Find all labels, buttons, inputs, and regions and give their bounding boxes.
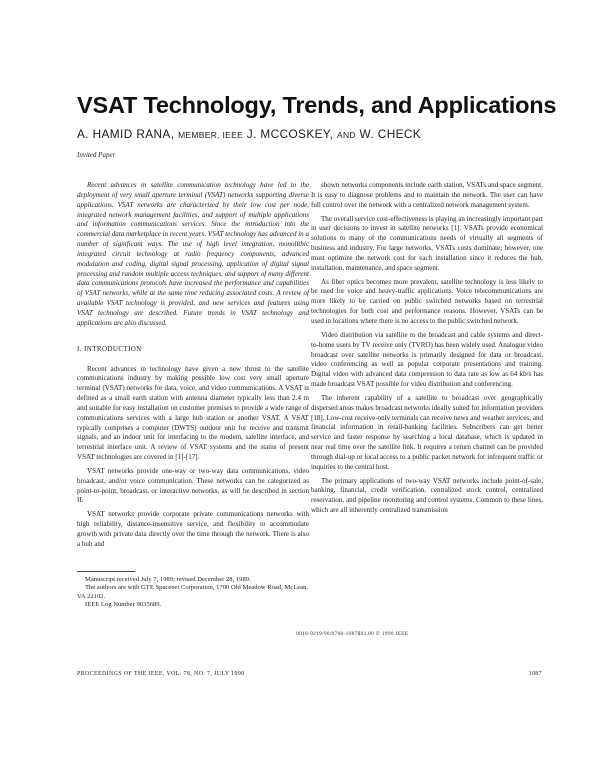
author-3: W. CHECK	[359, 127, 422, 141]
footnote-line: The authors are with GTE Spacenet Corporation, 1700 Old Meadow Road, McLean, VA 22102.	[77, 584, 309, 600]
page-footer	[77, 671, 542, 677]
left-column	[77, 181, 309, 550]
author-line	[77, 127, 557, 141]
invited-paper-label: Invited Paper	[77, 151, 116, 159]
author-1: A. HAMID RANA,	[77, 127, 175, 141]
body-paragraph: The inherent capability of a satellite to broadcast over geographically dispersed areas makes broadcast networks ideally suited for information providers [18]. Low-cost receive-only terminals can receive news and weather services, and financial information in retail-banking facilities. Subscribers can get better service and faster response by searching a local database, which is updated in near real time over the satellite link. It requires a return channel can be provided through dial-up or local access to a public packet network for infrequent traffic or inquiries to the central host.	[311, 393, 543, 471]
body-paragraph: The primary applications of two-way VSAT networks include point-of-sale, banking, financial, credit verification, centralized stock control, centralized reservation, and pipeline monitoring and control systems. Common to these lines, which are all inherently centralized transmission	[311, 476, 543, 515]
body-paragraph: Video distribution via satellite to the broadcast and cable systems and direct-to-home users by TV receive only (TVRO) has been widely used. Analogue video broadcast over satellite networks is primarily designed for data or broadcast, video conferencing as well as popular corporate presentations and training. Digital video with advanced data compression to data rate as low as 64 kb/s has made broadcast VSAT possible for video distribution and conferencing.	[311, 330, 543, 389]
journal-citation: PROCEEDINGS OF THE IEEE, VOL. 78, NO. 7, JULY 1990	[77, 671, 245, 677]
abstract: Recent advances in satellite communication technology have led to the deployment of very small aperture terminal (VSAT) networks supporting diverse applications. VSAT networks are characterized by their low cost per node, integrated network management facilities, and support of multiple applications and information communications services. Since the introduction into the commercial data marketplace in recent years, VSAT technology has advanced in a number of significant ways. The use of high level integration, monolithic integrated circuit technology at radio frequency components, advanced modulation and coding, digital signal processing, application of digital signal processing and random multiple access techniques, and support of many different data communications protocols have increased the performance and capabilities of VSAT networks, while at the same time reducing associated costs. A review of available VSAT technology is provided, and new services and features using VSAT technology are described. Future trends in VSAT technology and applications are also discussed.	[77, 181, 309, 327]
page-number: 1087	[528, 671, 542, 677]
body-paragraph: The overall service cost-effectiveness is playing an increasingly important part in user decisions to invest in satellite networks [1]. VSATs provide economical solutions to many of the communications needs of virtually all segments of business and industry. For large networks, VSATs costs dominate; however, one must optimize the network cost for each installation since it reduces the hub, installation, maintenance, and space segment.	[311, 214, 543, 272]
body-paragraph: VSAT networks provide corporate private communications networks with high reliability, distance-insensitive service, and flexibility to accommodate growth with private data directly over the time through the network. There is also a hub and	[77, 510, 309, 548]
section-heading: I. INTRODUCTION	[77, 344, 142, 353]
body-paragraph: shown networks components include earth station, VSATs and space segment. It is easy to diagnose problems and to maintain the network. The user can have full control over the network with a centralized network management system.	[311, 181, 543, 209]
body-paragraph: As fiber optics becomes more prevalent, satellite technology is less likely to be used for voice and heavy-traffic applications. Voice telecommunications are more likely to be carried on public switched networks based on terrestrial technologies for both cost and performance reasons. However, VSATs can be used in locations where there is no access to the public switched network.	[311, 277, 543, 325]
body-paragraph: Recent advances in technology have given a new thrust to the satellite communications industry by making possible low cost very small aperture terminal (VSAT) networks for data, voice, and video communications. A VSAT is defined as a small earth station with antenna diameter typically less than 2.4 m and suitable for easy installation on customer premises to provide a wide range of communications services with a large hub station or another VSAT. A VSAT typically comprises a computer (DWTS) outdoor unit for receive and transmit signals, and an indoor unit for interfacing to the modem, satellite interface, and terrestrial interface unit. A review of VSAT systems and the status of present VSAT technologies are covered in [1]-[17].	[77, 364, 309, 462]
author-1-membership: MEMBER, IEEE	[178, 130, 244, 140]
author-2: J. MCCOSKEY,	[246, 127, 334, 141]
footnote-line: Manuscript received July 7, 1989; revised December 28, 1989.	[85, 576, 251, 583]
footnote	[77, 576, 309, 610]
paper-title: VSAT Technology, Trends, and Applications	[77, 92, 557, 118]
footnote-line: IEEE Log Number 9035689.	[85, 601, 162, 609]
right-column	[311, 181, 543, 516]
body-paragraph: VSAT networks provide one-way or two-way data communications, video broadcast, and/or voice communication. These networks can be categorized as point-to-point, broadcast, or interactive networks, as will be described in section II.	[77, 466, 309, 505]
copyright-line: 0018-9219/90/0700-1087$01.00 © 1990 IEEE	[296, 631, 409, 637]
footnote-divider	[77, 571, 135, 572]
author-conjunction: AND	[336, 130, 356, 140]
